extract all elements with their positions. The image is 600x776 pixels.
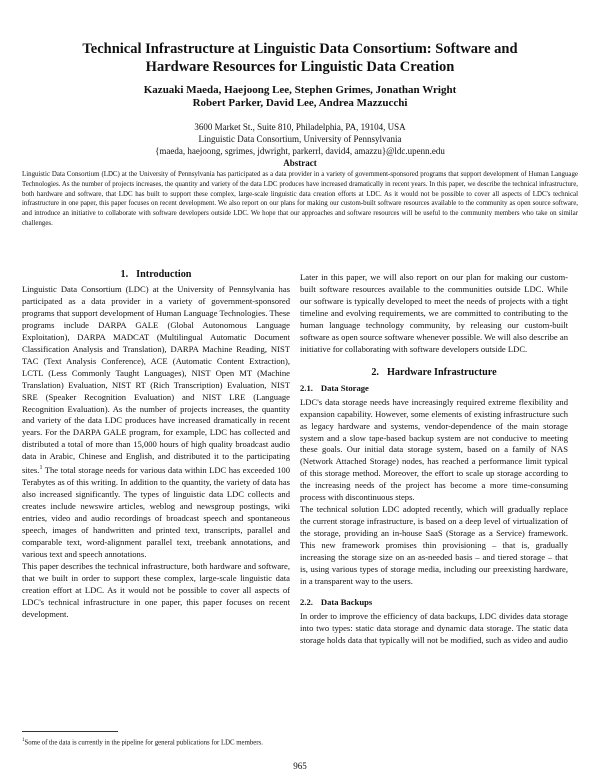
abstract-heading: Abstract	[283, 158, 317, 168]
footnote-rule	[22, 731, 118, 732]
section-2-2-title: Data Backups	[320, 596, 373, 607]
footnote-text: Some of the data is currently in the pipeline for general publications for LDC members.	[24, 739, 263, 747]
section-1-title: Introduction	[136, 269, 192, 280]
footnote	[22, 736, 290, 747]
intro-paragraph-1	[22, 284, 290, 561]
section-2-title: Hardware Infrastructure	[386, 366, 497, 378]
section-2-heading	[300, 366, 568, 379]
authors-line-1: Kazuaki Maeda, Haejoong Lee, Stephen Grimes, Jonathan Wright	[143, 84, 457, 96]
affiliation-address: 3600 Market St., Suite 810, Philadelphia, PA, 19104, USA	[194, 122, 406, 132]
section-1-number: 1.	[120, 269, 129, 280]
intro-paragraph-3: Later in this paper, we will also report on our plan for making our custom-built software resources available to the communities outside LDC. While our software is typically developed to meet the needs of projects with a tight timeline and evolving requirements, we are committed to contributing to the human language technology community, by releasing our custom-built software as open source software whenever possible. We will also describe an initiative for collaborating with software developers outside LDC.	[300, 272, 568, 354]
paper-title: Technical Infrastructure at Linguistic Data Consortium: Software and Hardware Resources for Linguistic Data Creation	[82, 41, 518, 75]
section-2-2-heading	[300, 596, 568, 608]
backup-paragraph-1: In order to improve the efficiency of data backups, LDC divides data storage into two types: static data storage and dynamic data storage. The static data storage holds data that typically will not be modified, such as video and audio	[300, 610, 568, 645]
footnote-number: 1	[22, 738, 25, 743]
storage-paragraph-1: LDC's data storage needs have increasingly required extreme flexibility and expansion capability. However, some elements of existing infrastructure such as legacy hardware and systems, vendor-dependence of the main storage system and a slow tape-based backup system are not conducive to meeting these goals. Our initial data storage system, based on a family of NAS (Network Attached Storage) nodes, has reached a performance limit typical of this storage method. Moreover, the effort to scale up storage according to the increasing needs of the project has become a more time-consuming process with discontinuous steps.	[300, 396, 568, 503]
storage-paragraph-2: The technical solution LDC adopted recently, which will gradually replace the current storage infrastructure, is based on a deep level of virtualization of the storage, providing an in-house SaaS (Storage as a Service) framework. This new framework promises thin provisioning – that is, gradually increasing the storage size on an as-needed basis – and tiered storage – that is, using various types of storage media, including our preexisting hardware, in a transparent way to the users.	[300, 504, 568, 586]
section-2-1-number: 2.1.	[300, 382, 313, 393]
left-column	[22, 268, 290, 621]
footnote-marker: 1	[39, 465, 43, 472]
page-number: 965	[293, 761, 307, 771]
author-list	[60, 84, 540, 110]
section-2-2-number: 2.2.	[300, 596, 313, 607]
section-2-1-title: Data Storage	[320, 382, 369, 393]
section-1-heading	[22, 268, 290, 281]
right-column	[300, 272, 568, 647]
intro-paragraph-2: This paper describes the technical infrastructure, both hardware and software, that we built in order to support these complex, large-scale linguistic data creation effort at LDC. As it would not be possible to cover all aspects of LDC's technical infrastructure in one paper, this paper focuses on recent development.	[22, 560, 290, 619]
intro-paragraph-1-text: Linguistic Data Consortium (LDC) at the University of Pennsylvania has participated as a data provider in a variety of government-sponsored programs that support development of Human Language Technologies. These programs include DARPA GALE (Global Autonomous Language Exploitation), DARPA MADCAT (Multilingual Automatic Document Classification Analysis and Translation), DARPA Machine Reading, NIST TAC (Text Analysis Conference), ACE (Automatic Content Extraction), LCTL (Less Commonly Taught Languages), NIST Open MT (Machine Translation) Evaluation, NIST RT (Rich Transcription) Evaluation, NIST SRE (Speaker Recognition Evaluation) and NIST LRE (Language Recognition Evaluation). As the number of projects increases, the quantity and variety of the data LDC produces have increased dramatically in recent years. For the DARPA GALE program, for example, LDC has collected and distributed a total of more than 15,000 hours of high quality broadcast audio data in Arabic, Chinese and English, and distributed it to the participating sites.	[22, 284, 290, 476]
abstract-text: Linguistic Data Consortium (LDC) at the University of Pennsylvania has participated as a data provider in a variety of government-sponsored programs that support development of Human Language Technologies. As the number of projects increases, the quantity and variety of the data LDC produces have increased dramatically in recent years. In this paper, we describe the technical infrastructure, both hardware and software, that LDC has built to support these complex, large-scale linguistic data creation efforts at LDC. As it would not be possible to cover all aspects of LDC's technical infrastructure in one paper, this paper focuses on recent development. We also report on our plans for making our custom-built software resources available to the community as open source software, and introduce an initiative to collaborate with software developers outside LDC. We hope that our approaches and software resources will be useful to the community members who take on similar challenges.	[22, 171, 578, 227]
affiliation-institution: Linguistic Data Consortium, University of Pennsylvania	[198, 134, 402, 144]
section-2-number: 2.	[371, 366, 379, 378]
authors-line-2: Robert Parker, David Lee, Andrea Mazzucchi	[192, 97, 408, 109]
affiliation-emails: {maeda, haejoong, sgrimes, jdwright, parkerrl, david4, amazzu}@ldc.upenn.edu	[155, 146, 445, 156]
intro-paragraph-1-continued: The total storage needs for various data within LDC has exceeded 100 Terabytes as of this writing. In addition to the quantity, the variety of data has also increased significantly. The types of linguistic data LDC collects and creates include newswire articles, weblog and newsgroup postings, wiki entries, video and audio recordings of broadcast speech and spontaneous speech, images of handwritten and printed text, transcripts, parallel and comparable text, word-alignment parallel text, treebank annotations, and various text and speech annotations.	[22, 465, 290, 559]
affiliation-block	[60, 121, 540, 157]
section-2-1-heading	[300, 382, 568, 394]
